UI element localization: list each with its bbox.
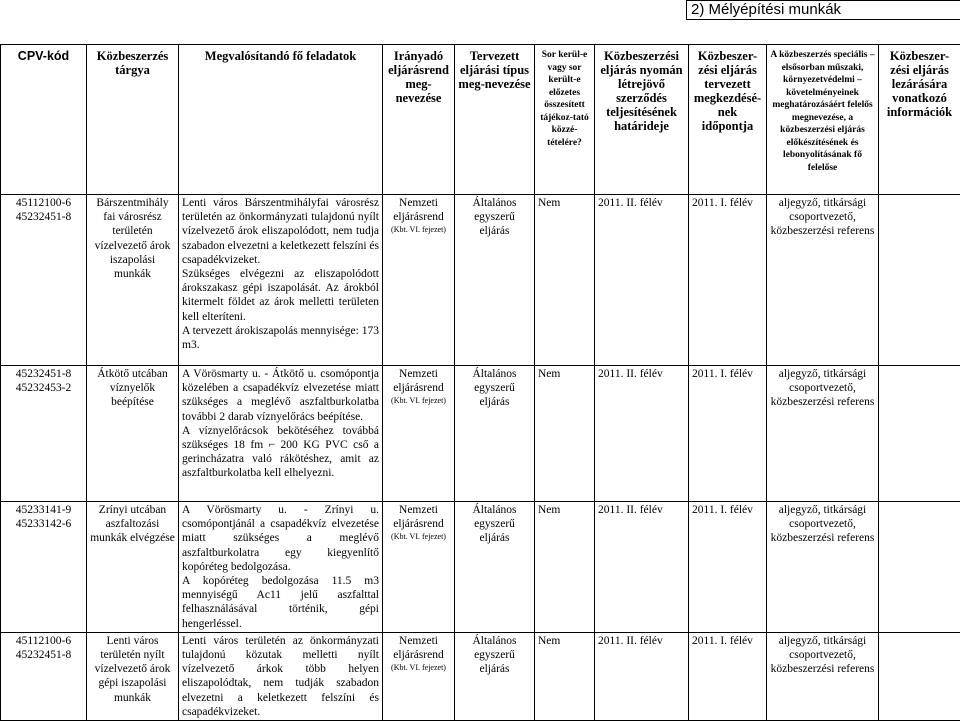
table-row (1, 366, 960, 502)
proc-type-cell: Általános egyszerű eljárás (455, 502, 535, 633)
prior-notice-cell: Nem (535, 366, 595, 502)
closing-cell (879, 502, 960, 633)
prior-notice-cell: Nem (535, 632, 595, 720)
responsible-cell: aljegyző, titkársági csoportvezető, közbeszerzési referens (767, 632, 879, 720)
subject-cell: Zrínyi utcában aszfaltozási munkák elvégzése (87, 502, 179, 633)
start-cell: 2011. I. félév (689, 632, 767, 720)
procedure-cell: Nemzeti eljárásrend (Kbt. VI. fejezet) (383, 632, 455, 720)
header-closing: Közbeszer-zési eljárás lezárására vonatkozó információk (879, 45, 960, 195)
header-row (1, 45, 960, 195)
proc-type-cell: Általános egyszerű eljárás (455, 632, 535, 720)
table-row (1, 502, 960, 633)
header-deadline: Közbeszerzési eljárás nyomán létrejövő szerződés teljesítésének határideje (595, 45, 689, 195)
procedure-cell: Nemzeti eljárásrend (Kbt. VI. fejezet) (383, 366, 455, 502)
tasks-cell: Lenti város területén az önkormányzati tulajdonú közutak melletti nyílt vízelvezető árkok több helyen eliszapolódtak, nem tudják szabadon elvezetni a keletkezett felszíni és csapadékvizeket. (179, 632, 383, 720)
start-cell: 2011. I. félév (689, 366, 767, 502)
table-row (1, 632, 960, 720)
proc-type-cell: Általános egyszerű eljárás (455, 366, 535, 502)
tasks-cell: Lenti város Bárszentmihályfai városrész területén az önkormányzati tulajdonú nyílt vízelvezető árok eliszapolódott, nem tudja szabadon elvezetni a keletkezett felszíni és csapadékvizeket. Szükséges elvégezni az eliszapolódott árokszakasz gépi iszapolását. Az árokból kitermelt földet az árok melletti területen kell elteríteni. A tervezett árokiszapolás mennyisége: 173 m3. (179, 195, 383, 366)
procedure-cell: Nemzeti eljárásrend (Kbt. VI. fejezet) (383, 502, 455, 633)
header-responsible: A közbeszerzés speciális – elsősorban műszaki, környezetvédelmi – követelményeinek meghatározásáért felelős megnevezése, a közbeszerzési eljárás előkészítésének és lebonyolításának fő felelőse (767, 45, 879, 195)
header-subject: Közbeszerzés tárgya (87, 45, 179, 195)
procedure-cell: Nemzeti eljárásrend (Kbt. VI. fejezet) (383, 195, 455, 366)
section-title: 2) Mélyépítési munkák (686, 0, 960, 20)
prior-notice-cell: Nem (535, 502, 595, 633)
subject-cell: Bárszentmihály fai városrész területén vízelvezető árok iszapolási munkák (87, 195, 179, 366)
header-tasks: Megvalósítandó fő feladatok (179, 45, 383, 195)
procurement-table (0, 44, 960, 721)
deadline-cell: 2011. II. félév (595, 502, 689, 633)
closing-cell (879, 632, 960, 720)
header-cpv: CPV-kód (1, 45, 87, 195)
header-prior-notice: Sor kerül-e vagy sor került-e előzetes összesített tájékoz-tató közzé-tételére? (535, 45, 595, 195)
subject-cell: Lenti város területén nyílt vízelvezető árok gépi iszapolási munkák (87, 632, 179, 720)
table-row (1, 195, 960, 366)
start-cell: 2011. I. félév (689, 502, 767, 633)
header-start: Közbeszer-zési eljárás tervezett megkezdésé-nek időpontja (689, 45, 767, 195)
start-cell: 2011. I. félév (689, 195, 767, 366)
deadline-cell: 2011. II. félév (595, 366, 689, 502)
deadline-cell: 2011. II. félév (595, 195, 689, 366)
header-procedure: Irányadó eljárásrend meg-nevezése (383, 45, 455, 195)
closing-cell (879, 366, 960, 502)
cpv-cell: 45232451-8 45232453-2 (1, 366, 87, 502)
prior-notice-cell: Nem (535, 195, 595, 366)
deadline-cell: 2011. II. félév (595, 632, 689, 720)
subject-cell: Átkötő utcában víznyelők beépítése (87, 366, 179, 502)
responsible-cell: aljegyző, titkársági csoportvezető, közbeszerzési referens (767, 502, 879, 633)
cpv-cell: 45233141-9 45233142-6 (1, 502, 87, 633)
responsible-cell: aljegyző, titkársági csoportvezető, közbeszerzési referens (767, 195, 879, 366)
responsible-cell: aljegyző, titkársági csoportvezető, közbeszerzési referens (767, 366, 879, 502)
cpv-cell: 45112100-6 45232451-8 (1, 195, 87, 366)
tasks-cell: A Vörösmarty u. - Zrínyi u. csomópontjánál a csapadékvíz elvezetése miatt szükséges a meglévő aszfaltburkolatra egy kiegyenlítő kopóréteg bedolgozása. A kopóréteg bedolgozása 11.5 m3 mennyiségű Ac11 jelű aszfalttal felhasználásával történik, gépi hengerléssel. (179, 502, 383, 633)
cpv-cell: 45112100-6 45232451-8 (1, 632, 87, 720)
closing-cell (879, 195, 960, 366)
tasks-cell: A Vörösmarty u. - Átkötő u. csomópontja közelében a csapadékvíz elvezetése miatt szükséges a meglévő aszfaltburkolatba további 2 darab víznyelőrács beépítése. A víznyelőrácsok bekötéséhez továbbá szükséges 18 fm ⌐ 200 KG PVC cső a gerincházatra való rákötéshez, amit az aszfaltburkolatba kell elhelyezni. (179, 366, 383, 502)
proc-type-cell: Általános egyszerű eljárás (455, 195, 535, 366)
header-proc-type: Tervezett eljárási típus meg-nevezése (455, 45, 535, 195)
